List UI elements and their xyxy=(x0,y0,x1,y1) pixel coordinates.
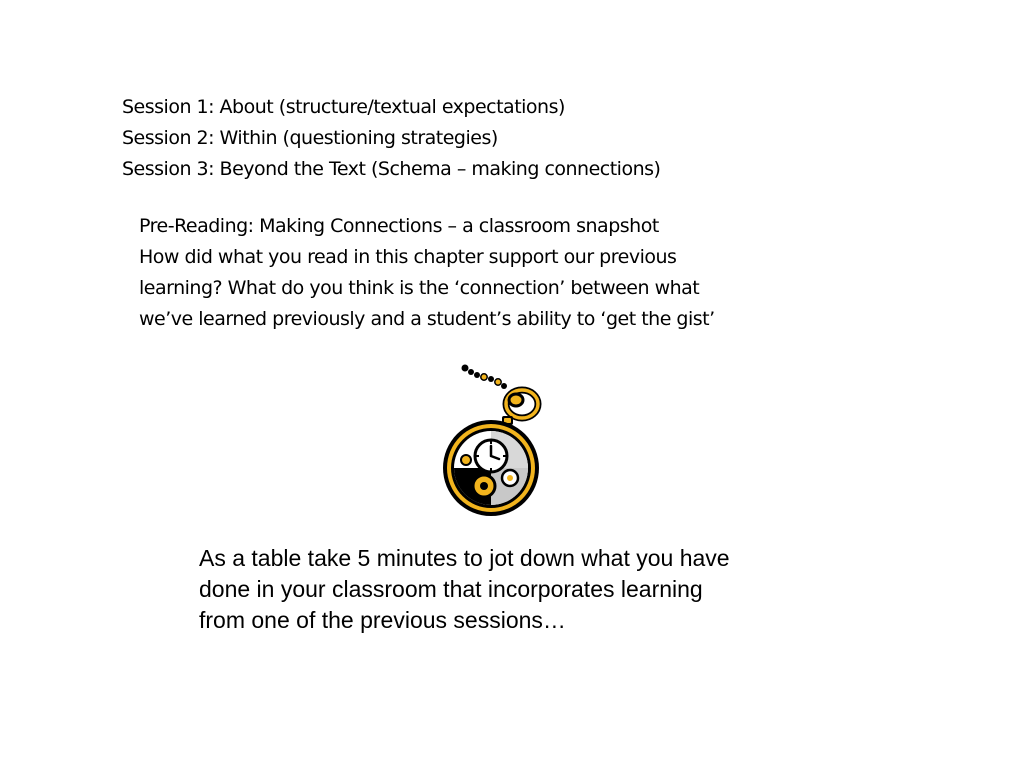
session-list xyxy=(122,92,882,185)
task-line-2: done in your classroom that incorporates learning xyxy=(199,576,703,602)
prereading-line-1: Pre-Reading: Making Connections – a classroom snapshot xyxy=(139,215,659,237)
prereading-prompt xyxy=(139,211,899,335)
watch-ring xyxy=(506,390,538,418)
watch-chain xyxy=(462,365,508,390)
table-task-instructions xyxy=(199,543,839,636)
session-1-line: Session 1: About (structure/textual expectations) xyxy=(122,96,565,118)
task-line-1: As a table take 5 minutes to jot down what you have xyxy=(199,545,730,571)
task-line-3: from one of the previous sessions… xyxy=(199,607,566,633)
prereading-line-4: we’ve learned previously and a student’s ability to ‘get the gist’ xyxy=(139,308,715,330)
prereading-line-3: learning? What do you think is the ‘connection’ between what xyxy=(139,277,700,299)
session-2-line: Session 2: Within (questioning strategies) xyxy=(122,127,498,149)
prereading-line-2: How did what you read in this chapter support our previous xyxy=(139,246,677,268)
pocket-watch-icon xyxy=(436,360,556,516)
session-3-line: Session 3: Beyond the Text (Schema – making connections) xyxy=(122,158,661,180)
